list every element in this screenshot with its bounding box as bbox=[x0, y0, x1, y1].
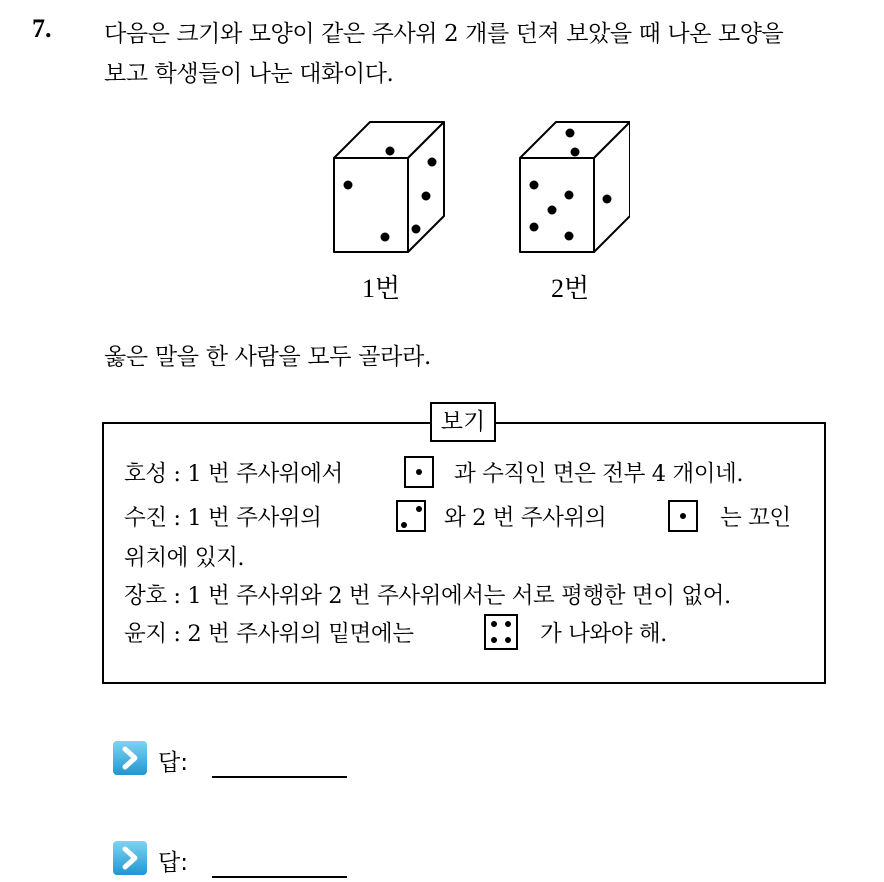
pip bbox=[491, 637, 497, 643]
die-2-top-pip bbox=[571, 148, 580, 157]
pip bbox=[416, 506, 422, 512]
die-1-front-pip bbox=[344, 181, 353, 190]
pip bbox=[401, 522, 407, 528]
die-face-one-icon bbox=[404, 456, 434, 488]
die-1-label: 1번 bbox=[362, 274, 401, 303]
die-2-front-face bbox=[520, 158, 594, 252]
pip bbox=[680, 513, 686, 519]
statement-hoseong bbox=[124, 456, 343, 488]
statement-jangho: 장호 : 1 번 주사위와 2 번 주사위에서는 서로 평행한 면이 없어. bbox=[124, 583, 731, 609]
pip bbox=[491, 621, 497, 627]
die-2-front-pip bbox=[565, 191, 574, 200]
die-1-side-pip bbox=[412, 225, 421, 234]
die-2-side-pip bbox=[603, 195, 612, 204]
pip bbox=[505, 637, 511, 643]
question-line-2: 보고 학생들이 나눈 대화이다. bbox=[104, 61, 394, 87]
die-2-label: 2번 bbox=[551, 274, 590, 303]
statement-yunji-part1: 윤지 : 2 번 주사위의 밑면에는 bbox=[124, 621, 414, 647]
chevron-right-icon bbox=[112, 840, 148, 876]
answer-input-2[interactable] bbox=[212, 852, 347, 878]
die-2-front-pip bbox=[565, 232, 574, 241]
chevron-right-icon bbox=[112, 740, 148, 776]
die-2-top-pip bbox=[566, 129, 575, 138]
question-line-1: 다음은 크기와 모양이 같은 주사위 2 개를 던져 보았을 때 나온 모양을 bbox=[104, 21, 784, 47]
die-face-four-icon bbox=[484, 614, 518, 650]
dice-figure bbox=[330, 120, 630, 260]
question-prompt: 옳은 말을 한 사람을 모두 골라라. bbox=[104, 344, 432, 370]
die-face-one-icon bbox=[668, 500, 698, 532]
question-text bbox=[104, 14, 874, 94]
statement-sujin-part4: 위치에 있지. bbox=[124, 545, 245, 571]
question-number: 7. bbox=[32, 14, 52, 43]
pip bbox=[416, 469, 422, 475]
statement-hoseong-part1: 호성 : 1 번 주사위에서 bbox=[124, 461, 343, 487]
answer-input-1[interactable] bbox=[212, 752, 347, 778]
bogi-title: 보기 bbox=[430, 402, 496, 442]
die-2-front-pip bbox=[530, 181, 539, 190]
die-1-side-pip bbox=[428, 158, 437, 167]
statement-sujin-part3: 는 꼬인 bbox=[720, 505, 791, 531]
die-2-front-pip bbox=[548, 206, 557, 215]
statement-yunji-part2: 가 나와야 해. bbox=[540, 621, 667, 647]
die-1-front-face bbox=[334, 158, 408, 252]
statement-hoseong-part2: 과 수직인 면은 전부 4 개이네. bbox=[454, 461, 744, 487]
die-1-front-pip bbox=[381, 233, 390, 242]
die-1-side-pip bbox=[422, 192, 431, 201]
statement-sujin-part2: 와 2 번 주사위의 bbox=[444, 505, 607, 531]
die-1-top-pip bbox=[386, 147, 395, 156]
answer-label: 답: bbox=[158, 850, 188, 876]
statement-sujin-part1: 수진 : 1 번 주사위의 bbox=[124, 505, 322, 531]
answer-label: 답: bbox=[158, 750, 188, 776]
pip bbox=[505, 621, 511, 627]
die-face-two-icon bbox=[396, 500, 426, 532]
die-2-front-pip bbox=[530, 223, 539, 232]
